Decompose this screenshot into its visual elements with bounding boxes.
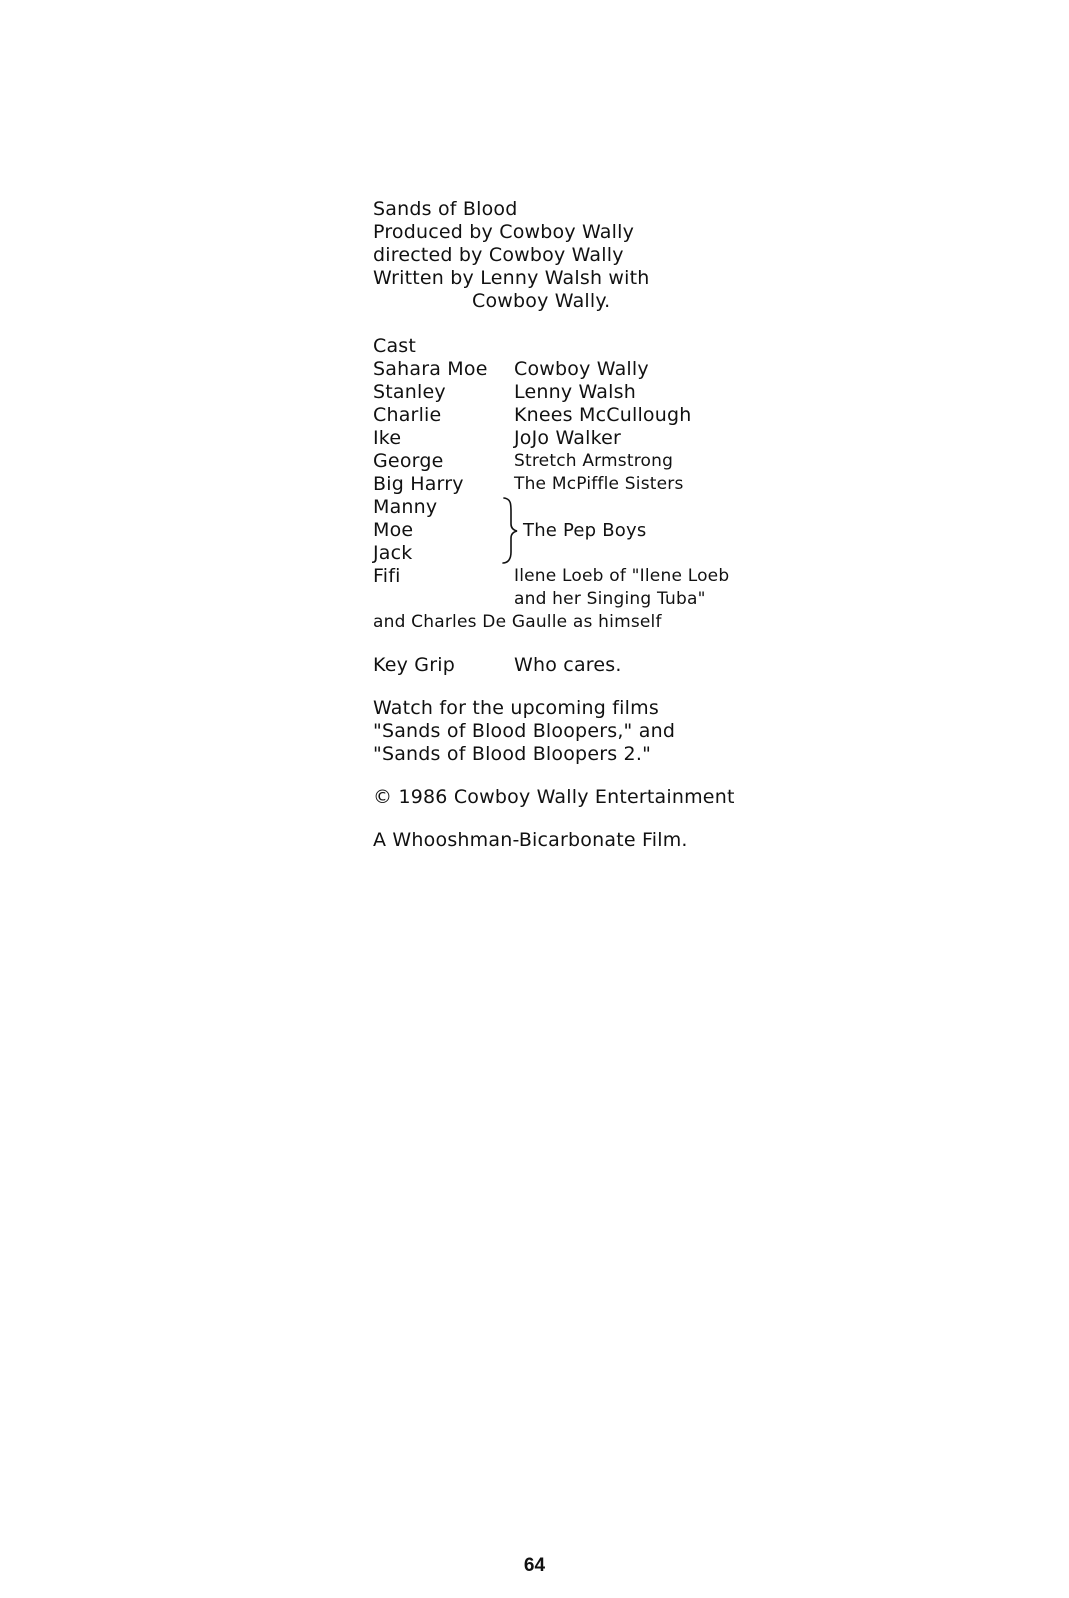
cast-role: George: [373, 450, 444, 472]
cast-heading: Cast: [373, 335, 417, 357]
upcoming-line: "Sands of Blood Bloopers 2.": [373, 743, 652, 765]
cast-role: Manny: [373, 496, 438, 518]
film-credit-line: A Whooshman-Bicarbonate Film.: [373, 829, 688, 851]
cast-role: Moe: [373, 519, 414, 541]
cast-row: [373, 473, 733, 496]
cast-role: Stanley: [373, 381, 446, 403]
producer-credit: Produced by Cowboy Wally: [373, 221, 635, 243]
cast-row: [373, 427, 733, 450]
writer-credit: Written by Lenny Walsh with: [373, 267, 650, 289]
film-credits: [373, 198, 733, 852]
writer-credit-continued: Cowboy Wally.: [472, 290, 611, 312]
director-credit: directed by Cowboy Wally: [373, 244, 624, 266]
cast-role: Jack: [373, 542, 413, 564]
page-number: 64: [523, 1555, 546, 1576]
group-role-row: [373, 542, 733, 565]
upcoming-line: "Sands of Blood Bloopers," and: [373, 720, 676, 742]
crew-name: Who cares.: [514, 654, 622, 676]
cast-actor: Cowboy Wally: [514, 358, 649, 380]
group-actor: The Pep Boys: [523, 520, 647, 541]
cast-role: Ike: [373, 427, 402, 449]
cast-actor: The McPiffle Sisters: [514, 474, 684, 494]
special-appearance: and Charles De Gaulle as himself: [373, 612, 662, 632]
cast-row: [373, 565, 733, 588]
group-credit: [373, 496, 733, 565]
cast-actor-continued: and her Singing Tuba": [514, 589, 706, 609]
copyright-line: © 1986 Cowboy Wally Entertainment: [373, 786, 735, 808]
cast-role: Sahara Moe: [373, 358, 488, 380]
cast-actor: JoJo Walker: [514, 427, 622, 449]
curly-brace-icon: [500, 496, 522, 565]
cast-row: [373, 358, 733, 381]
cast-list: [373, 358, 733, 611]
upcoming-line: Watch for the upcoming films: [373, 697, 659, 719]
cast-role: Big Harry: [373, 473, 464, 495]
cast-role: Fifi: [373, 565, 401, 587]
cast-row: [373, 450, 733, 473]
cast-actor: Knees McCullough: [514, 404, 692, 426]
crew-row: [373, 654, 733, 677]
cast-actor: Ilene Loeb of "Ilene Loeb: [514, 566, 730, 586]
cast-row: [373, 381, 733, 404]
film-title: Sands of Blood: [373, 198, 518, 220]
cast-row: [373, 404, 733, 427]
cast-role: Charlie: [373, 404, 442, 426]
crew-role: Key Grip: [373, 654, 455, 676]
group-role-row: [373, 496, 733, 519]
cast-actor: Stretch Armstrong: [514, 451, 674, 471]
cast-actor: Lenny Walsh: [514, 381, 636, 403]
